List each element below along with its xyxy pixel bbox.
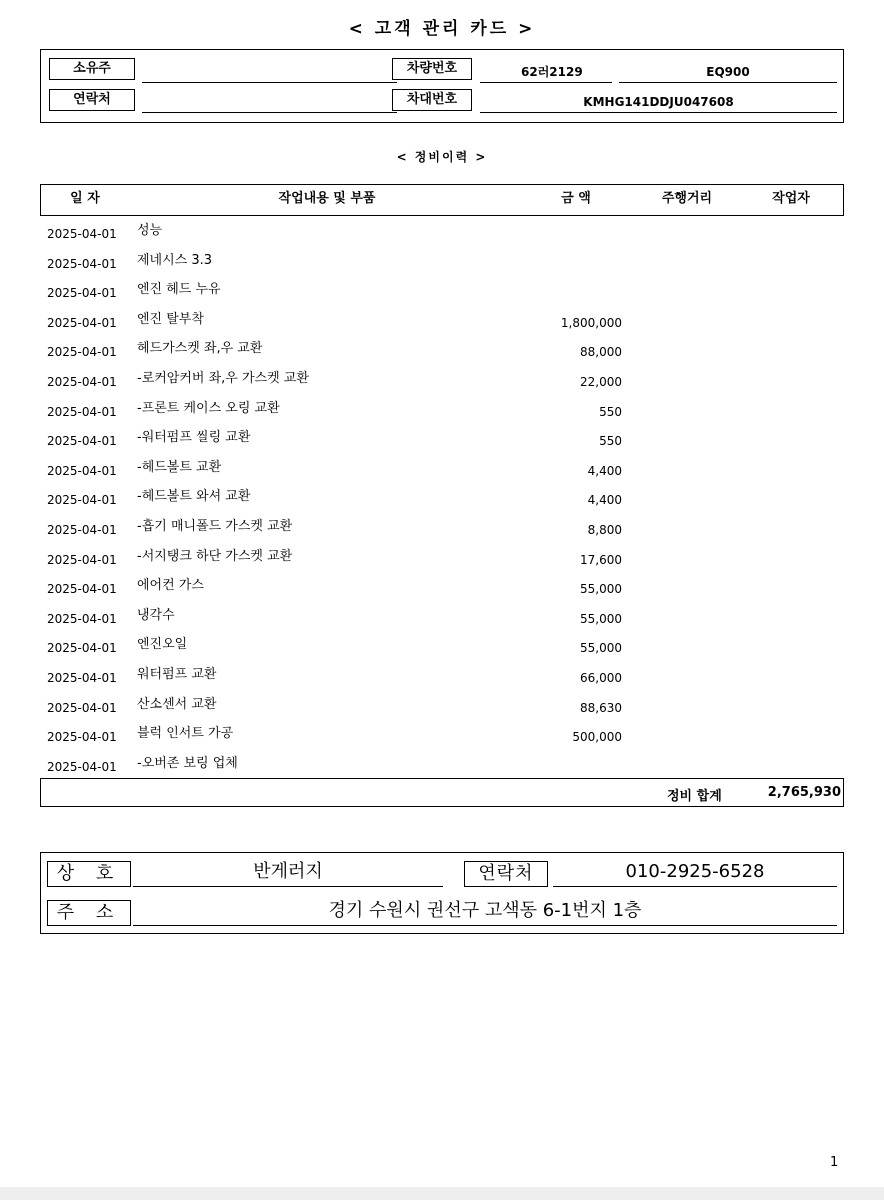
bottom-strip [0,1187,884,1200]
owner-underline [142,82,397,83]
row-description: 엔진오일 [137,637,188,653]
row-date: 2025-04-01 [47,522,117,537]
shop-contact-underline [553,886,837,887]
row-description: -오버존 보링 업체 [137,755,238,771]
row-date: 2025-04-01 [47,759,117,774]
owner-label: 소유주 [49,58,135,80]
row-description: -워터펌프 씰링 교환 [137,430,251,446]
row-amount: 55,000 [580,611,622,626]
row-amount: 550 [599,404,622,419]
table-row [0,397,884,427]
table-row [0,693,884,723]
table-row [0,308,884,338]
vehicle-info-box [40,49,844,123]
contact-underline [142,112,397,113]
shop-name-underline [133,886,443,887]
vin-label: 차대번호 [392,89,472,111]
shop-address-value: 경기 수원시 권선구 고색동 6-1번지 1층 [328,900,642,921]
table-row [0,515,884,545]
table-row [0,219,884,249]
total-value: 2,765,930 [767,785,841,800]
shop-contact-label: 연락처 [464,861,548,887]
row-amount: 22,000 [580,374,622,389]
row-description: 제네시스 3.3 [137,252,213,268]
table-row [0,426,884,456]
row-description: 에어컨 가스 [137,578,204,594]
plate-label: 차량번호 [392,58,472,80]
row-amount: 88,000 [580,345,622,360]
header-date: 일 자 [70,191,100,206]
row-amount: 500,000 [572,730,622,745]
row-amount: 1,800,000 [560,315,622,330]
row-date: 2025-04-01 [47,345,117,360]
row-date: 2025-04-01 [47,227,117,241]
shop-info-box [40,852,844,934]
row-date: 2025-04-01 [47,493,117,508]
row-description: 성능 [137,223,163,238]
plate-underline [480,82,612,83]
plate-value: 62러2129 [521,65,583,79]
row-date: 2025-04-01 [47,582,117,597]
row-description: 냉각수 [137,607,175,623]
shop-contact-value: 010-2925-6528 [625,861,765,882]
row-amount: 4,400 [587,493,622,508]
row-description: 엔진 헤드 누유 [137,282,221,298]
vin-value: KMHG141DDJU047608 [583,95,734,109]
row-date: 2025-04-01 [47,404,117,419]
table-row [0,545,884,575]
table-row [0,752,884,782]
row-description: -로커암커버 좌,우 가스켓 교환 [137,370,309,386]
row-date: 2025-04-01 [47,700,117,715]
row-amount: 550 [599,434,622,449]
shop-address-label: 주 소 [47,900,131,926]
total-box [40,778,844,807]
row-description: -서지탱크 하단 가스켓 교환 [137,548,293,564]
vin-underline [480,112,837,113]
table-header [40,184,844,216]
row-date: 2025-04-01 [47,552,117,567]
row-date: 2025-04-01 [47,730,117,745]
model-value: EQ900 [706,65,750,79]
page-title: < 고객 관리 카드 > [348,19,536,39]
table-row [0,367,884,397]
row-date: 2025-04-01 [47,463,117,478]
row-description: 산소센서 교환 [137,696,217,712]
row-description: 블럭 인서트 가공 [137,726,234,742]
row-description: 헤드가스켓 좌,우 교환 [137,341,263,357]
table-row [0,278,884,308]
row-date: 2025-04-01 [47,611,117,626]
row-date: 2025-04-01 [47,670,117,685]
table-row [0,633,884,663]
history-rows [0,219,884,781]
table-row [0,574,884,604]
row-amount: 4,400 [587,463,622,478]
table-row [0,485,884,515]
row-amount: 55,000 [580,641,622,656]
row-date: 2025-04-01 [47,286,117,301]
row-date: 2025-04-01 [47,256,117,271]
header-description: 작업내용 및 부품 [278,191,376,206]
row-description: -헤드볼트 와셔 교환 [137,489,251,505]
model-underline [619,82,837,83]
table-row [0,249,884,279]
row-date: 2025-04-01 [47,315,117,330]
shop-name-label: 상 호 [47,861,131,887]
row-amount: 88,630 [580,700,622,715]
header-worker: 작업자 [772,191,810,206]
row-description: -프론트 케이스 오링 교환 [137,400,280,416]
table-row [0,604,884,634]
shop-address-underline [133,925,837,926]
page-number: 1 [830,1155,839,1170]
total-label: 정비 합계 [667,789,722,804]
row-description: 엔진 탈부착 [137,311,204,327]
shop-name-value: 반게러지 [253,861,323,882]
row-description: 워터펌프 교환 [137,666,217,682]
table-row [0,456,884,486]
row-description: -흡기 매니폴드 가스켓 교환 [137,518,293,534]
row-date: 2025-04-01 [47,434,117,449]
header-amount: 금 액 [561,191,591,206]
table-row [0,722,884,752]
row-amount: 55,000 [580,582,622,597]
row-amount: 17,600 [580,552,622,567]
row-date: 2025-04-01 [47,374,117,389]
header-mileage: 주행거리 [661,191,713,206]
row-date: 2025-04-01 [47,641,117,656]
table-row [0,337,884,367]
history-title: < 정비이력 > [396,150,488,164]
row-description: -헤드볼트 교환 [137,459,222,475]
row-amount: 66,000 [580,670,622,685]
contact-label: 연락처 [49,89,135,111]
table-row [0,663,884,693]
row-amount: 8,800 [587,522,622,537]
